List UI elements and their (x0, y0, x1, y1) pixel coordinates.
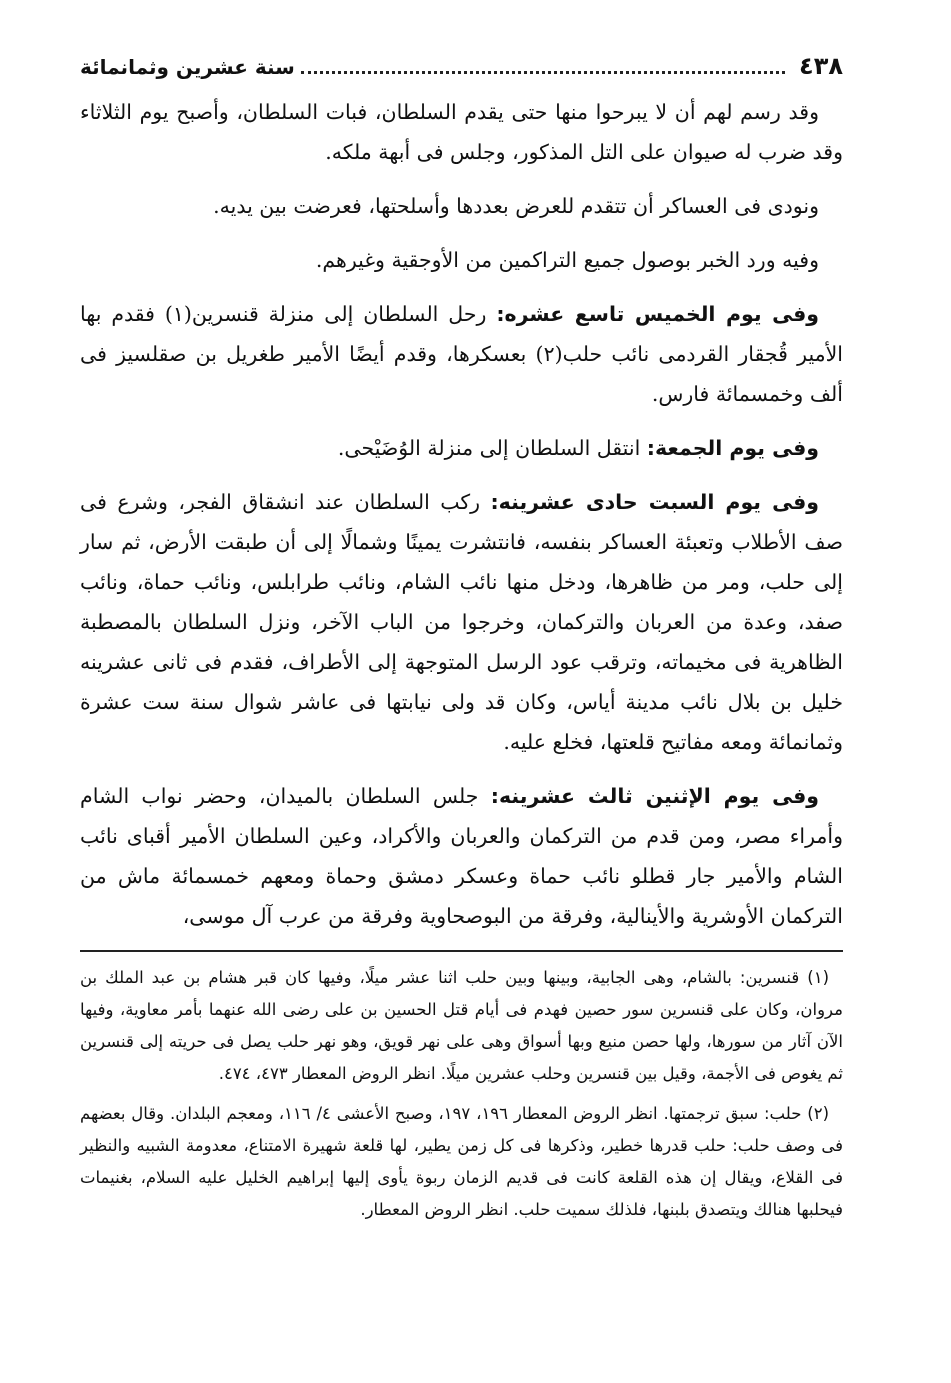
paragraph-lead: وفى يوم الخميس تاسع عشره: (496, 302, 820, 326)
paragraph (80, 92, 843, 172)
paragraph (80, 482, 843, 762)
footnote: (٢) حلب: سبق ترجمتها. انظر الروض المعطار ١٩٦، ١٩٧، وصبح الأعشى ٤/ ١١٦، ومعجم البلدان. وقال بعضهم فى وصف حلب: حلب قدرها خطير، وذكرها فى كل زمن يطير، لها قلعة شهيرة الامتناع، معدومة الشبيه والنظير فى القلاع، ويقال إن هذه القلعة كانت فى قديم الزمان ربوة يأوى إليها إبراهيم الخليل عليه السلام، بغنيمات فيحلبها هنالك ويتصدق بلبنها، فلذلك سميت حلب. انظر الروض المعطار. (80, 1104, 843, 1219)
paragraph-text: وقد رسم لهم أن لا يبرحوا منها حتى يقدم السلطان، فبات السلطان، وأصبح يوم الثلاثاء وقد ضرب له صيوان على التل المذكور، وجلس فى أبهة ملكه. (80, 100, 843, 164)
running-title: سنة عشرين وثمانمائة (80, 55, 295, 79)
paragraph-lead: وفى يوم السبت حادى عشرينه: (490, 490, 819, 514)
paragraph (80, 240, 843, 280)
page-number: ٤٣٨ (799, 52, 843, 80)
footnote-separator (80, 950, 843, 952)
main-text (80, 92, 843, 936)
paragraph-text: وفيه ورد الخبر بوصول جميع التراكمين من الأوجقية وغيرهم. (315, 248, 819, 272)
paragraph-lead: وفى يوم الإثنين ثالث عشرينه: (490, 784, 820, 808)
page (80, 52, 843, 1234)
header-dot-leader (301, 71, 785, 74)
footnotes (80, 962, 843, 1226)
footnote: (١) قنسرين: بالشام، وهى الجابية، وبينها وبين حلب اثنا عشر ميلًا، وفيها كان قبر هشام بن عبد الملك بن مروان، وكان على قنسرين سور حصين فهدم فى أيام قتل الحسين بن على رضى الله عنهما بأمر معاوية، وفيها الآن آثار من سورها، ولها حصن منيع وبها أسواق وهى على نهر قويق، وهو نهر حلب يصل فى حريته إلى قنسرين ثم يغوص فى الأجمة، وقيل بين قنسرين وحلب عشرين ميلًا. انظر الروض المعطار ٤٧٣، ٤٧٤. (80, 968, 843, 1083)
paragraph (80, 294, 843, 414)
paragraph-text: رحل السلطان إلى منزلة قنسرين(١) فقدم بها الأمير قُجقار القردمى نائب حلب(٢) بعسكرها، وقدم أيضًا الأمير طغريل بن صقلسيز فى ألف وخمسمائة فارس. (80, 302, 843, 406)
paragraph-text: ركب السلطان عند انشقاق الفجر، وشرع فى صف الأطلاب وتعبئة العساكر بنفسه، فانتشرت يمينًا وشمالًا إلى أن طبقت الأرض، ثم سار إلى حلب، ومر من ظاهرها، ودخل منها نائب الشام، ونائب طرابلس، ونائب حماة، ونائب صفد، وعدة من العربان والتركمان، وخرجوا من الباب الآخر، ونزل السلطان بالمصطبة الظاهرية فى مخيماته، وترقب عود الرسل المتوجهة إلى الأطراف، فقدم فى ثانى عشرينه خليل بن بلال نائب مدينة أياس، وكان قد ولى نيابتها فى عاشر شوال سنة ست عشرة وثمانمائة ومعه مفاتيح قلعتها، فخلع عليه. (80, 490, 843, 754)
paragraph-text: جلس السلطان بالميدان، وحضر نواب الشام وأمراء مصر، ومن قدم من التركمان والعربان والأكراد، وعين السلطان الأمير أقباى نائب الشام والأمير جار قطلو نائب حماة وعسكر دمشق وحماة ومعهم خمسمائة ماش من التركمان الأوشرية والأينالية، وفرقة من البوصحاوية وفرقة من عرب آل موسى، (80, 784, 843, 928)
paragraph-text: انتقل السلطان إلى منزلة الوُضَيْحى. (337, 436, 641, 460)
paragraph (80, 428, 843, 468)
running-header (80, 52, 843, 92)
paragraph-text: ونودى فى العساكر أن تتقدم للعرض بعددها وأسلحتها، فعرضت بين يديه. (213, 194, 819, 218)
paragraph (80, 776, 843, 936)
paragraph (80, 186, 843, 226)
paragraph-lead: وفى يوم الجمعة: (646, 436, 819, 460)
